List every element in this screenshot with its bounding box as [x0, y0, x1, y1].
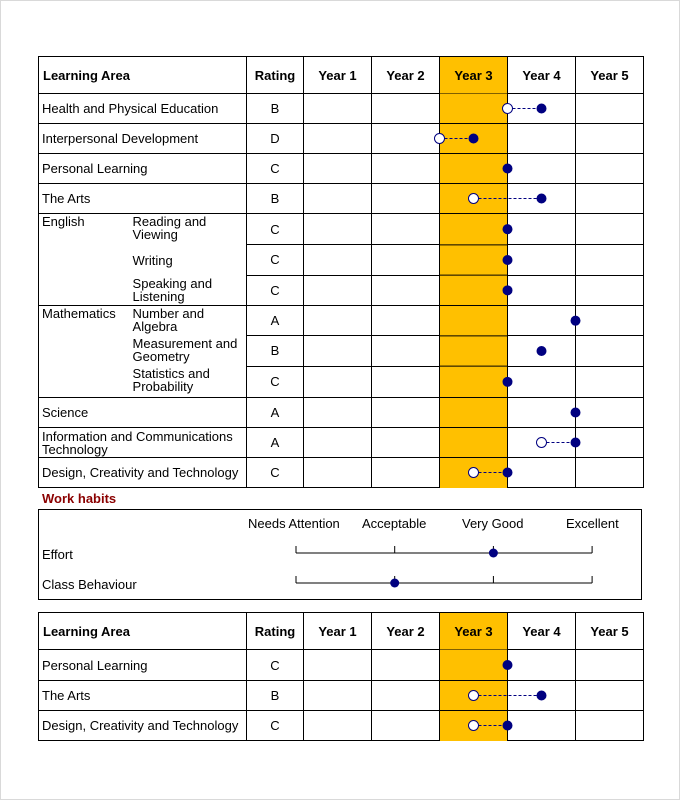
- header-year-5: Year 5: [576, 57, 644, 94]
- habit-label-effort: Effort: [42, 547, 73, 562]
- scale-label-needs-attention: Needs Attention: [248, 516, 340, 531]
- table-row: [39, 428, 644, 458]
- table-row: [39, 681, 644, 711]
- table-row: [39, 154, 644, 184]
- rating-value: A: [247, 428, 304, 458]
- rating-value: C: [247, 214, 304, 245]
- area-label: Information and Communications Technology: [39, 428, 247, 458]
- scale-label-very-good: Very Good: [462, 516, 524, 531]
- area-label: Health and Physical Education: [39, 94, 247, 124]
- area-label: Interpersonal Development: [39, 124, 247, 154]
- header-learning-area: Learning Area: [39, 57, 247, 94]
- header-year-4: Year 4: [508, 613, 576, 650]
- area-label: Statistics and Probability: [132, 366, 210, 394]
- rating-value: C: [247, 458, 304, 488]
- rating-value: C: [247, 650, 304, 681]
- group-label-english: English: [42, 214, 85, 229]
- rating-value: B: [247, 336, 304, 366]
- header-year-5: Year 5: [576, 613, 644, 650]
- area-label: Measurement and Geometry: [132, 336, 238, 364]
- rating-value: C: [247, 711, 304, 741]
- rating-value: A: [247, 306, 304, 336]
- area-label: Number and Algebra: [132, 306, 205, 334]
- table-row: [39, 184, 644, 214]
- learning-area-table-1: [38, 56, 644, 488]
- scale-label-excellent: Excellent: [566, 516, 619, 531]
- area-label: Writing: [132, 252, 173, 268]
- rating-value: A: [247, 398, 304, 428]
- rating-value: B: [247, 184, 304, 214]
- area-label: Personal Learning: [39, 650, 247, 681]
- area-label: The Arts: [39, 184, 247, 214]
- header-year-2: Year 2: [372, 57, 440, 94]
- header-year-1: Year 1: [304, 613, 372, 650]
- rating-value: B: [247, 681, 304, 711]
- area-label: Design, Creativity and Technology: [39, 711, 247, 741]
- rating-value: C: [247, 366, 304, 397]
- table-row: [39, 214, 644, 245]
- area-label: Speaking and Listening: [132, 276, 213, 304]
- habit-label-class-behaviour: Class Behaviour: [42, 577, 137, 592]
- table1-header-row: [39, 57, 644, 94]
- area-label: Design, Creativity and Technology: [39, 458, 247, 488]
- table-row: [39, 711, 644, 741]
- table-row: [39, 94, 644, 124]
- scale-label-acceptable: Acceptable: [362, 516, 427, 531]
- rating-value: C: [247, 154, 304, 184]
- header-rating: Rating: [247, 57, 304, 94]
- group-label-mathematics: Mathematics: [42, 306, 116, 321]
- rating-value: C: [247, 275, 304, 305]
- table-row: [39, 398, 644, 428]
- learning-area-table-2: [38, 612, 644, 741]
- header-year-4: Year 4: [508, 57, 576, 94]
- table-row: [39, 458, 644, 488]
- area-label: Science: [39, 398, 247, 428]
- header-rating: Rating: [247, 613, 304, 650]
- header-year-1: Year 1: [304, 57, 372, 94]
- area-label: The Arts: [39, 681, 247, 711]
- header-year-3: Year 3: [440, 613, 508, 650]
- area-label: Reading and Viewing: [132, 214, 207, 242]
- work-habits-title: Work habits: [42, 491, 117, 506]
- rating-value: B: [247, 94, 304, 124]
- table-row: [39, 124, 644, 154]
- mathematics-group-cell: [39, 306, 247, 398]
- header-year-3: Year 3: [440, 57, 508, 94]
- rating-value: D: [247, 124, 304, 154]
- header-year-2: Year 2: [372, 613, 440, 650]
- area-label: Personal Learning: [39, 154, 247, 184]
- table2-header-row: [39, 613, 644, 650]
- header-learning-area: Learning Area: [39, 613, 247, 650]
- english-group-cell: [39, 214, 247, 306]
- rating-value: C: [247, 245, 304, 275]
- table-row: [39, 306, 644, 336]
- table-row: [39, 650, 644, 681]
